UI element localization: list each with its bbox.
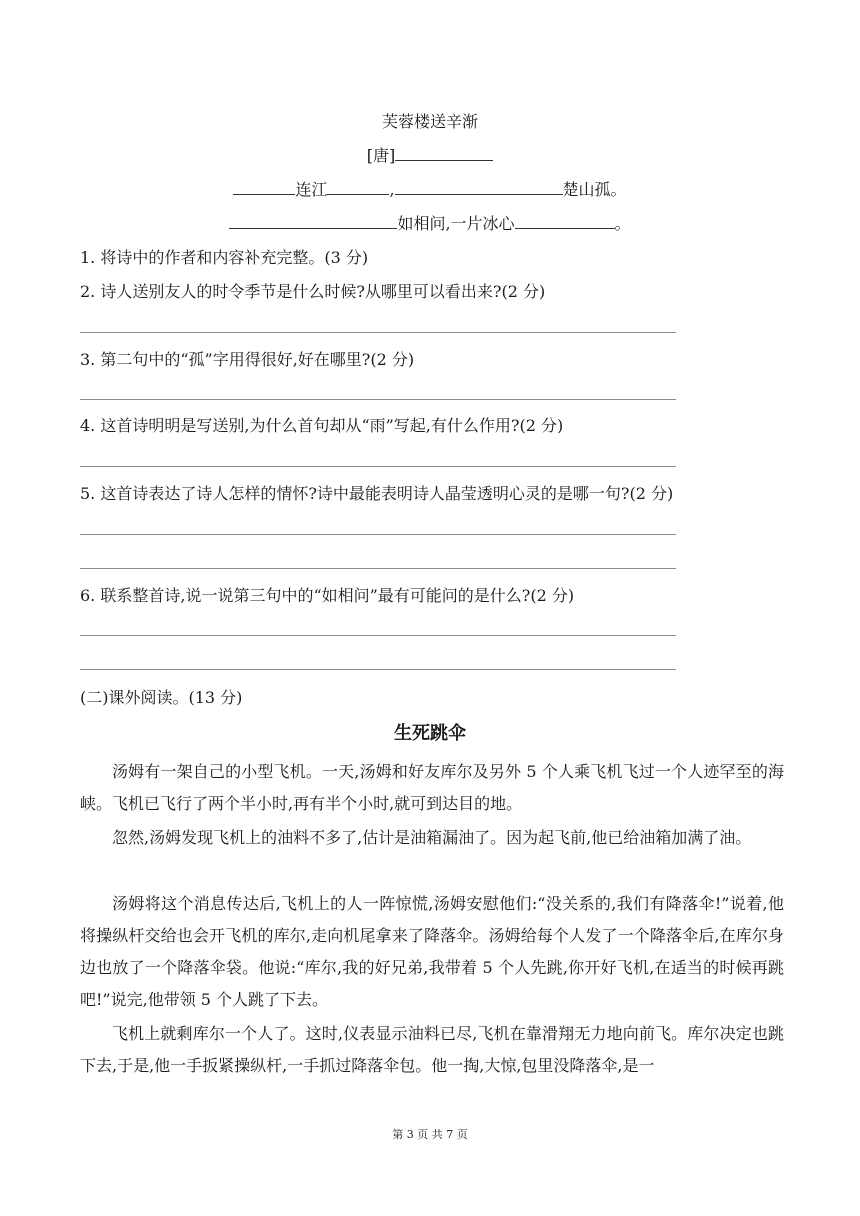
poem-line-2 bbox=[0, 213, 860, 235]
story-paragraph-1: 汤姆有一架自己的小型飞机。一天,汤姆和好友库尔及另外 5 个人乘飞机飞过一个人迹罕至的海峡。飞机已飞行了两个半小时,再有半个小时,就可到达目的地。 bbox=[80, 762, 784, 813]
story-title: 生死跳伞 bbox=[394, 723, 466, 744]
answer-line[interactable] bbox=[80, 669, 676, 670]
poem-blank-5[interactable] bbox=[515, 214, 615, 229]
story-paragraph-4: 飞机上就剩库尔一个人了。这时,仪表显示油料已尽,飞机在靠滑翔无力地向前飞。库尔决定也跳下去,于是,他一手扳紧操纵杆,一手抓过降落伞包。他一掏,大惊,包里没降落伞,是一 bbox=[80, 1024, 784, 1075]
poem-blank-2[interactable] bbox=[327, 180, 389, 195]
question-2: 2. 诗人送别友人的时令季节是什么时候?从哪里可以看出来?(2 分) bbox=[80, 282, 546, 301]
story-paragraph-2: 忽然,汤姆发现飞机上的油料不多了,估计是油箱漏油了。因为起飞前,他已给油箱加满了油。 bbox=[112, 828, 752, 847]
section-heading: (二)课外阅读。(13 分) bbox=[80, 688, 243, 707]
poem-line-1 bbox=[0, 179, 860, 201]
answer-line[interactable] bbox=[80, 635, 676, 636]
page-footer: 第 3 页 共 7 页 bbox=[392, 1128, 468, 1141]
question-3: 3. 第二句中的“孤”字用得很好,好在哪里?(2 分) bbox=[80, 350, 415, 369]
poem-blank-3[interactable] bbox=[395, 180, 563, 195]
poem-text: , bbox=[389, 180, 395, 199]
poem-text: 连江 bbox=[295, 180, 328, 199]
question-1: 1. 将诗中的作者和内容补充完整。(3 分) bbox=[80, 248, 369, 267]
poem-text: 。 bbox=[614, 214, 631, 233]
question-5: 5. 这首诗表达了诗人怎样的情怀?诗中最能表明诗人晶莹透明心灵的是哪一句?(2 分) bbox=[80, 484, 674, 503]
question-6: 6. 联系整首诗,说一说第三句中的“如相问”最有可能问的是什么?(2 分) bbox=[80, 586, 575, 605]
question-4: 4. 这首诗明明是写送别,为什么首句却从“雨”写起,有什么作用?(2 分) bbox=[80, 416, 564, 435]
poem-text: 如相问,一片冰心 bbox=[397, 214, 515, 233]
poem-blank-4[interactable] bbox=[229, 214, 397, 229]
poem-text: 楚山孤。 bbox=[562, 180, 627, 199]
story-paragraph-3: 汤姆将这个消息传达后,飞机上的人一阵惊慌,汤姆安慰他们:“没关系的,我们有降落伞!”说着,他将操纵杆交给也会开飞机的库尔,走向机尾拿来了降落伞。汤姆给每个人发了一个降落伞后,在库尔身边也放了一个降落伞袋。他说:“库尔,我的好兄弟,我带着 5 个人先跳,你开好飞机,在适当的时候再跳吧!”说完,他带领 5 个人跳了下去。 bbox=[80, 894, 784, 1009]
poem-dynasty: [唐] bbox=[366, 146, 396, 165]
answer-line[interactable] bbox=[80, 332, 676, 333]
poem-author-line bbox=[0, 145, 860, 167]
answer-line[interactable] bbox=[80, 534, 676, 535]
poem-title: 芙蓉楼送辛渐 bbox=[381, 112, 478, 131]
answer-line[interactable] bbox=[80, 568, 676, 569]
answer-line[interactable] bbox=[80, 466, 676, 467]
author-blank[interactable] bbox=[395, 146, 493, 161]
poem-blank-1[interactable] bbox=[233, 180, 295, 195]
answer-line[interactable] bbox=[80, 399, 676, 400]
